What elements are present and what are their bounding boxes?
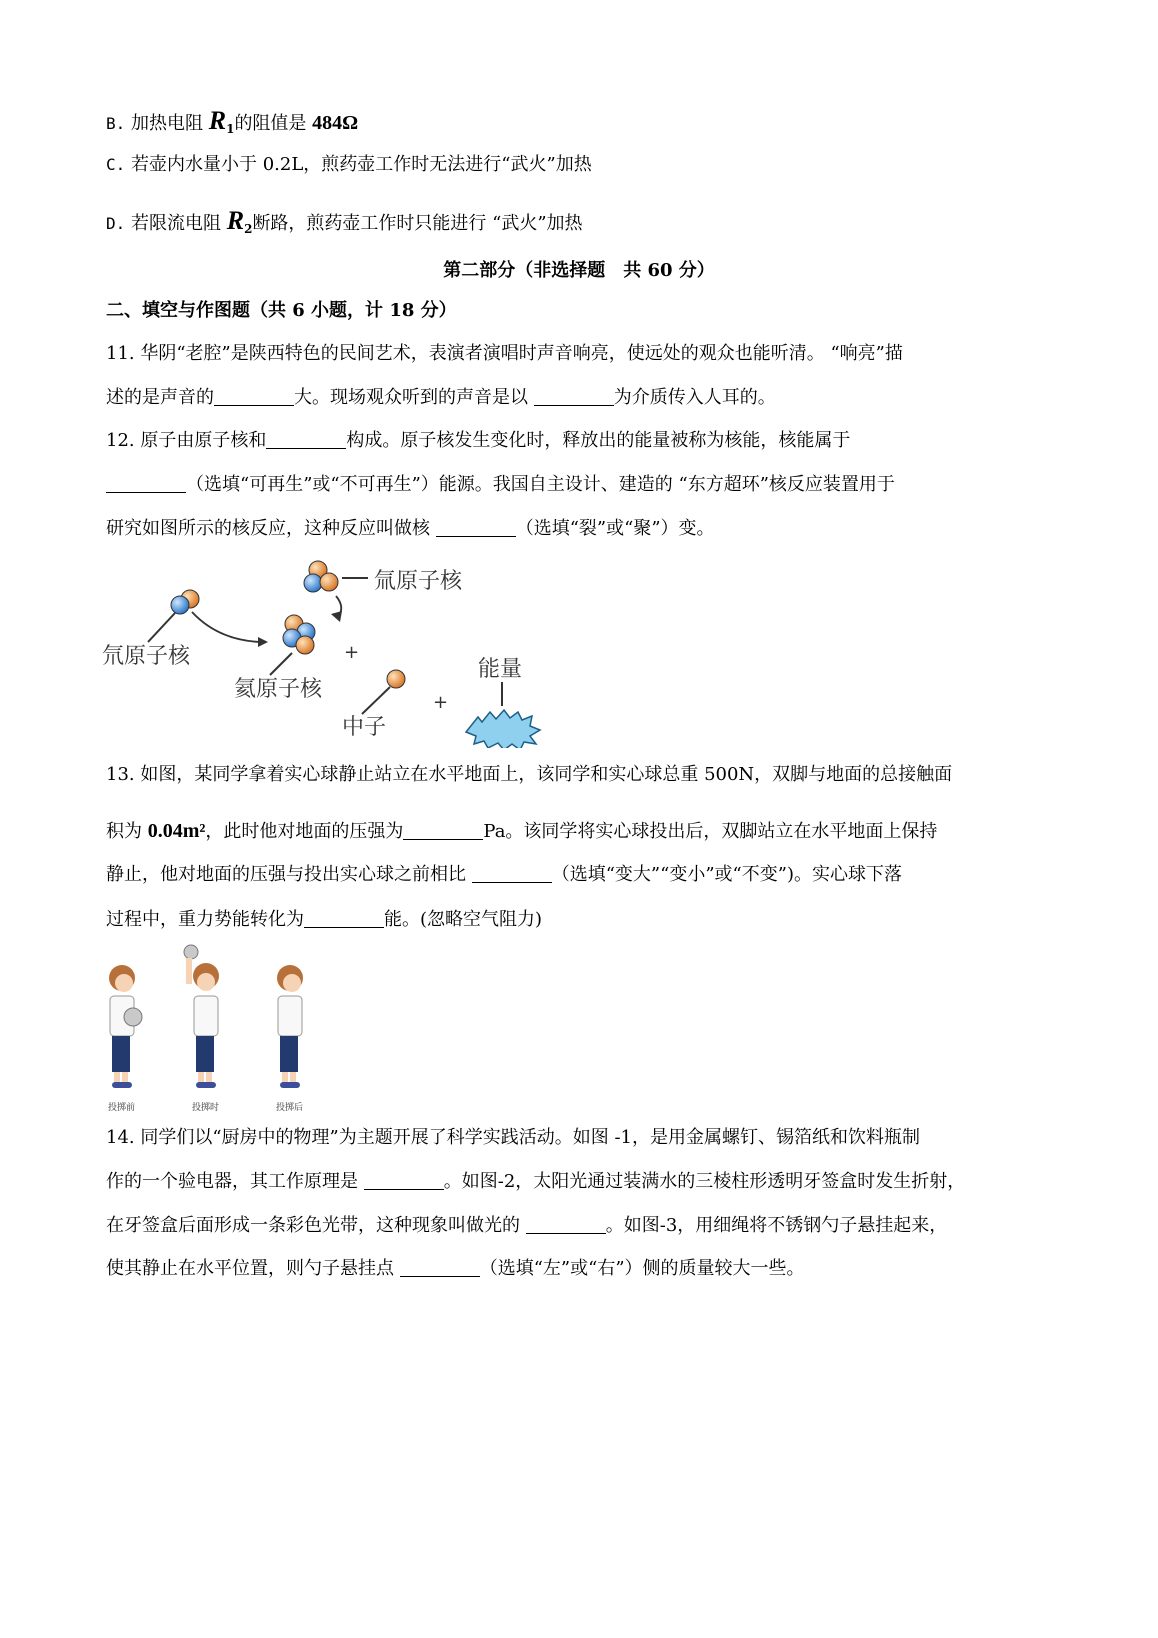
helium-nucleus — [283, 615, 315, 654]
student-before — [109, 965, 142, 1088]
option-b — [106, 108, 358, 142]
answer-blank[interactable] — [526, 1215, 606, 1234]
neutron-label: 中子 — [342, 715, 387, 740]
deuterium-label: 氘原子核 — [102, 644, 191, 669]
q12-l1b: 构成。原子核发生变化时，释放出的能量被称为核能，核能属于 — [346, 430, 851, 451]
option-d-text1: 若限流电阻 — [131, 213, 221, 234]
option-b-symbol: R — [208, 106, 227, 135]
neutron-pointer — [362, 687, 390, 714]
option-d-text2: 断路，煎药壶工作时只能进行 “武火”加热 — [252, 213, 583, 234]
q14-l4b: （选填“左”或“右”）侧的质量较大一些。 — [479, 1258, 805, 1279]
q11-l2c: 为介质传入人耳的。 — [613, 387, 776, 408]
answer-blank[interactable] — [364, 1171, 444, 1190]
q13-l2b: ，此时他对地面的压强为 — [205, 821, 404, 842]
option-d — [106, 208, 583, 242]
q14-line2 — [106, 1169, 965, 1195]
label-during: 投掷时 — [192, 1103, 220, 1113]
tritium-label: 氚原子核 — [374, 569, 463, 594]
plus-sign: + — [433, 692, 449, 713]
part2-title: 第二部分（非选择题 共 60 分） — [443, 260, 715, 281]
tritium-nucleus — [304, 561, 338, 592]
answer-blank[interactable] — [266, 430, 346, 449]
answer-blank[interactable] — [214, 387, 294, 406]
option-b-prefix: B. — [106, 114, 126, 133]
student-during — [184, 945, 219, 1088]
q13-l2a: 积为 — [106, 821, 148, 842]
helium-label: 氦原子核 — [234, 677, 323, 702]
q13-line3 — [106, 862, 902, 888]
deuterium-pointer — [148, 613, 175, 642]
q14-line1: 14. 同学们以“厨房中的物理”为主题开展了科学实践活动。如图 -1，是用金属螺钉、锡箔纸和饮料瓶制 — [106, 1127, 921, 1148]
q12-line1 — [106, 428, 850, 454]
answer-blank[interactable] — [403, 821, 483, 840]
q14-l2b: 。如图-2，太阳光通过装满水的三棱柱形透明牙签盒时发生折射， — [443, 1171, 966, 1192]
fusion-diagram — [100, 556, 560, 748]
q14-l4a: 使其静止在水平位置，则勺子悬挂点 — [106, 1258, 400, 1279]
q11-line2 — [106, 385, 776, 411]
answer-blank[interactable] — [436, 518, 516, 537]
option-c-text: 若壶内水量小于 0.2L，煎药壶工作时无法进行“武火”加热 — [131, 154, 592, 175]
arrow-head — [258, 637, 268, 647]
q12-l3a: 研究如图所示的核反应，这种反应叫做核 — [106, 518, 436, 539]
contact-area-value: 0.04m² — [147, 820, 206, 842]
option-b-text2: 的阻值是 — [234, 113, 307, 134]
answer-blank[interactable] — [534, 387, 614, 406]
option-b-text1: 加热电阻 — [131, 113, 203, 134]
q14-l3a: 在牙签盒后面形成一条彩色光带，这种现象叫做光的 — [106, 1215, 526, 1236]
plus-sign: + — [344, 642, 360, 663]
option-c-prefix: C. — [106, 155, 126, 174]
answer-blank[interactable] — [106, 474, 186, 493]
answer-blank[interactable] — [400, 1258, 480, 1277]
q13-l4b: 能。(忽略空气阻力) — [384, 909, 543, 930]
throwing-figure — [100, 940, 330, 1120]
student-after — [277, 965, 303, 1088]
arrow-head — [331, 611, 342, 622]
q11-l2b: 大。现场观众听到的声音是以 — [294, 387, 534, 408]
q13-l2c: Pa。该同学将实心球投出后，双脚站立在水平地面上保持 — [483, 821, 938, 842]
q12-line2 — [106, 472, 895, 498]
q13-line1: 13. 如图，某同学拿着实心球静止站立在水平地面上，该同学和实心球总重 500N，双脚与地面的总接触面 — [106, 764, 953, 785]
fusion-arrow — [192, 612, 260, 642]
q13-line4 — [106, 907, 542, 933]
q12-line3 — [106, 516, 715, 542]
option-d-symbol: R — [226, 206, 245, 235]
q12-l2: （选填“可再生”或“不可再生”）能源。我国自主设计、建造的 “东方超环”核反应装置用于 — [186, 474, 895, 495]
q14-l3b: 。如图-3，用细绳将不锈钢勺子悬挂起来， — [605, 1215, 948, 1236]
q13-line2 — [106, 818, 937, 845]
q14-line4 — [106, 1256, 805, 1282]
option-c — [106, 152, 592, 178]
section2-title: 二、填空与作图题（共 6 小题，计 18 分） — [106, 300, 457, 321]
label-after: 投掷后 — [276, 1103, 304, 1113]
deuterium-nucleus — [171, 590, 199, 614]
option-d-prefix: D. — [106, 214, 126, 233]
helium-pointer — [270, 653, 292, 675]
label-before: 投掷前 — [108, 1103, 136, 1113]
energy-label: 能量 — [478, 657, 523, 682]
answer-blank[interactable] — [472, 864, 552, 883]
q13-l4a: 过程中，重力势能转化为 — [106, 909, 304, 930]
answer-blank[interactable] — [304, 909, 384, 928]
option-b-sub: 1 — [226, 122, 235, 136]
q12-l1a: 12. 原子由原子核和 — [106, 430, 267, 451]
q14-l2a: 作的一个验电器，其工作原理是 — [106, 1171, 364, 1192]
q12-l3b: （选填“裂”或“聚”）变。 — [515, 518, 715, 539]
q14-line3 — [106, 1213, 947, 1239]
q13-l3a: 静止，他对地面的压强与投出实心球之前相比 — [106, 864, 472, 885]
q13-l3b: （选填“变大”“变小”或“不变”)。实心球下落 — [551, 864, 902, 885]
option-d-sub: 2 — [244, 222, 253, 236]
q11-line1: 11. 华阴“老腔”是陕西特色的民间艺术，表演者演唱时声音响亮，使远处的观众也能听清。 “响亮”描 — [106, 343, 903, 364]
neutron — [387, 670, 405, 688]
energy-burst — [466, 710, 540, 748]
q11-l2a: 述的是声音的 — [106, 387, 214, 408]
option-b-value: 484Ω — [312, 112, 359, 134]
